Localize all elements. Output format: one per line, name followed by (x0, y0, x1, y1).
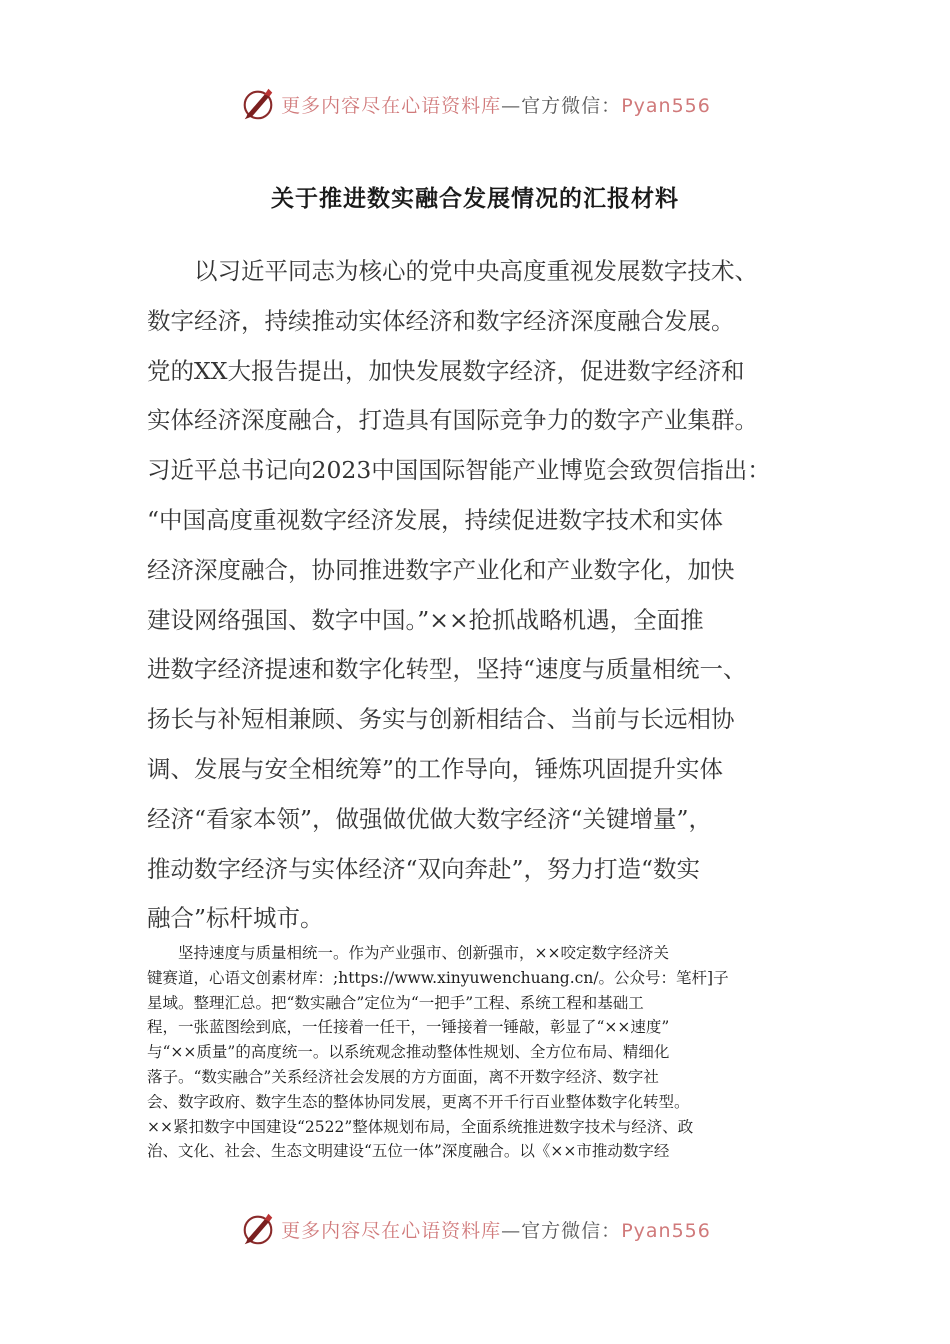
body-line: 经济深度融合，协同推进数字产业化和产业数字化，加快 (147, 555, 735, 584)
pen-nib-logo-icon (239, 1210, 277, 1248)
document-title: 关于推进数实融合发展情况的汇报材料 (271, 186, 679, 212)
body-line: 经济“看家本领”，做强做优做大数字经济“关键增量”， (147, 804, 713, 833)
body-line: 实体经济深度融合，打造具有国际竞争力的数字产业集群。 (147, 406, 758, 435)
small-line: 键赛道，心语文创素材库：;https://www.xinyuwenchuang.cn/。公众号：笔杆]子 (147, 968, 729, 987)
body-line: 党的XX大报告提出，加快发展数字经济，促进数字经济和 (147, 356, 745, 385)
body-line: 融合”标杆城市。 (147, 904, 324, 933)
small-line: 治、文化、社会、生态文明建设“五位一体”深度融合。以《××市推动数字经 (147, 1142, 670, 1161)
body-line: 建设网络强国、数字中国。”××抢抓战略机遇，全面推 (147, 605, 704, 634)
small-line: 与“××质量”的高度统一。以系统观念推动整体性规划、全方位布局、精细化 (147, 1043, 670, 1062)
small-line: 程，一张蓝图绘到底，一任接着一任干，一锤接着一锤敲，彰显了“××速度” (147, 1018, 670, 1037)
header-watermark-banner (0, 82, 950, 126)
small-line: 星域。整理汇总。把“数实融合”定位为“一把手”工程、系统工程和基础工 (147, 993, 644, 1012)
small-line: 落子。“数实融合”关系经济社会发展的方方面面，离不开数字经济、数字社 (147, 1067, 659, 1086)
pen-nib-logo-icon (239, 85, 277, 123)
watermark-text: 更多内容尽在心语资料库—官方微信：Pyan556 (281, 94, 711, 117)
body-line: 调、发展与安全相统筹”的工作导向，锤炼巩固提升实体 (147, 754, 724, 783)
body-line: 数字经济，持续推动实体经济和数字经济深度融合发展。 (147, 306, 735, 335)
small-line: ××紧扣数字中国建设“2522”整体规划布局，全面系统推进数字技术与经济、政 (147, 1117, 694, 1136)
body-line: 扬长与补短相兼顾、务实与创新相结合、当前与长远相协 (147, 705, 735, 734)
body-line: 以习近平同志为核心的党中央高度重视发展数字技术、 (147, 257, 758, 285)
watermark-text: 更多内容尽在心语资料库—官方微信：Pyan556 (281, 1219, 711, 1242)
body-paragraph (147, 247, 807, 944)
small-line: 会、数字政府、数字生态的整体协同发展，更离不开千行百业整体数字化转型。 (147, 1092, 690, 1111)
small-line: 坚持速度与质量相统一。作为产业强市、创新强市，××咬定数字经济关 (147, 944, 669, 962)
body-line: 习近平总书记向2023中国国际智能产业博览会致贺信指出： (147, 456, 771, 485)
body-line: 进数字经济提速和数字化转型，坚持“速度与质量相统一、 (147, 655, 747, 684)
body-line: 推动数字经济与实体经济“双向奔赴”，努力打造“数实 (147, 854, 701, 883)
footer-watermark-banner (0, 1207, 950, 1251)
small-paragraph (147, 941, 807, 1164)
body-line: “中国高度重视数字经济发展，持续促进数字技术和实体 (147, 505, 724, 534)
